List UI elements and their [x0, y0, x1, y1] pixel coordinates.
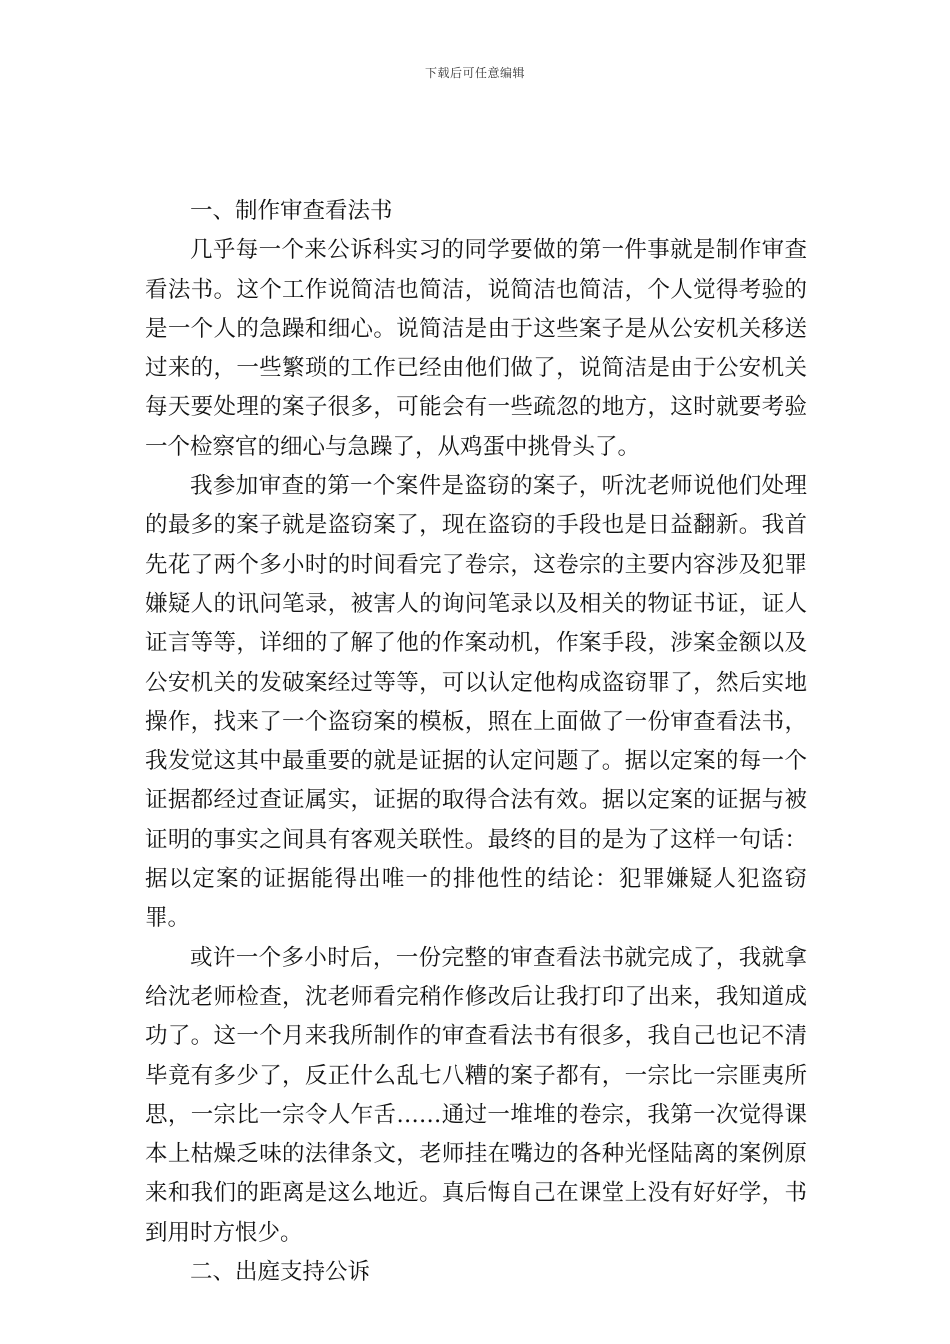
section-heading: 二、出庭支持公诉 — [190, 1259, 371, 1286]
paragraph: 我参加审查的第一个案件是盗窃的案子，听沈老师说他们处理的最多的案子就是盗窃案了，现在盗窃的手段也是日益翻新。我首先花了两个多小时的时间看完了卷宗，这卷宗的主要内容涉及犯罪嫌疑人的讯问笔录，被害人的询问笔录以及相关的物证书证，证人证言等等，详细的了解了他的作案动机，作案手段，涉案金额以及公安机关的发破案经过等等，可以认定他构成盗窃罪了，然后实地操作，找来了一个盗窃案的模板，照在上面做了一份审查看法书，我发觉这其中最重要的就是证据的认定问题了。据以定案的每一个证据都经过查证属实，证据的取得合法有效。据以定案的证据与被证明的事实之间具有客观关联性。最终的目的是为了这样一句话：据以定案的证据能得出唯一的排他性的结论：犯罪嫌疑人犯盗窃罪。 — [145, 473, 807, 932]
paragraph: 或许一个多小时后，一份完整的审查看法书就完成了，我就拿给沈老师检查，沈老师看完稍作修改后让我打印了出来，我知道成功了。这一个月来我所制作的审查看法书有很多，我自己也记不清毕竟有多少了，反正什么乱七八糟的案子都有，一宗比一宗匪夷所思，一宗比一宗令人乍舌……通过一堆堆的卷宗，我第一次觉得课本上枯燥乏味的法律条文，老师挂在嘴边的各种光怪陆离的案例原来和我们的距离是这么地近。真后悔自己在课堂上没有好好学，书到用时方恨少。 — [145, 944, 807, 1246]
paragraph: 几乎每一个来公诉科实习的同学要做的第一件事就是制作审查看法书。这个工作说简洁也简洁，说简洁也简洁，个人觉得考验的是一个人的急躁和细心。说简洁是由于这些案子是从公安机关移送过来的，一些繁琐的工作已经由他们做了，说简洁是由于公安机关每天要处理的案子很多，可能会有一些疏忽的地方，这时就要考验一个检察官的细心与急躁了，从鸡蛋中挑骨头了。 — [145, 237, 807, 460]
section-heading: 一、制作审查看法书 — [190, 198, 393, 224]
document-body — [145, 192, 807, 1292]
page-header-note: 下载后可任意编辑 — [424, 66, 525, 80]
